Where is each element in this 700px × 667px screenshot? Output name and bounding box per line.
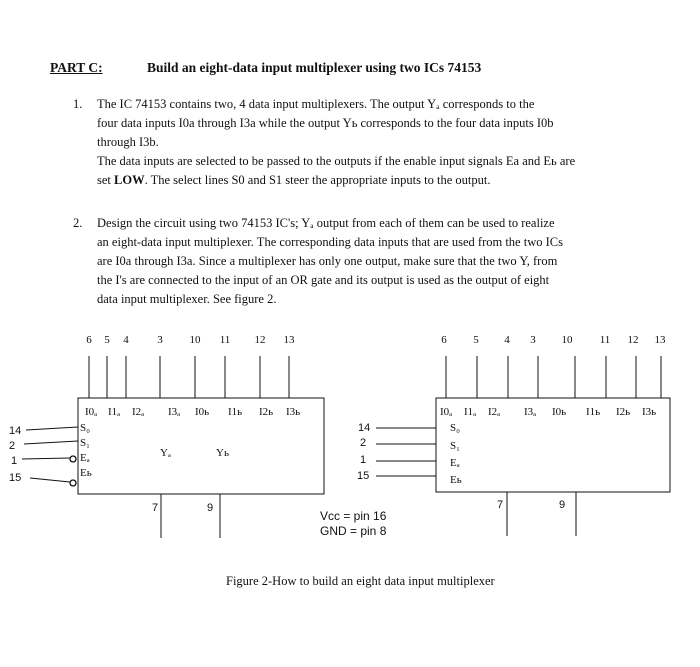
right-top-pin-10: 10	[561, 334, 573, 346]
item-1-line-3: through I3b.	[97, 135, 159, 149]
right-label-i3b: I3ь	[642, 406, 657, 418]
left-wire-s1	[24, 441, 78, 444]
item-1-line-4: The data inputs are selected to be passed to the outputs if the enable input signals Ea and Eь are	[97, 154, 576, 168]
left-label-i0b: I0ь	[195, 406, 210, 418]
item-1-low-bold: LOW	[114, 173, 145, 187]
right-label-i2b: I2ь	[616, 406, 631, 418]
left-top-pin-10: 10	[189, 334, 201, 346]
right-top-pin-12: 12	[627, 334, 639, 346]
left-label-i1a: I1ₐ	[108, 406, 121, 418]
part-label: PART C:	[50, 60, 103, 75]
left-ic	[9, 334, 324, 538]
right-side-pin-15: 15	[357, 470, 370, 482]
left-label-yb: Yь	[216, 447, 229, 459]
right-bottom-pin-9: 9	[558, 499, 566, 511]
left-bottom-pin-7: 7	[151, 502, 159, 514]
right-label-i1b: I1ь	[586, 406, 601, 418]
item-2-number: 2.	[73, 216, 83, 230]
left-ea-bubble	[70, 456, 76, 462]
gnd-note: GND = pin 8	[320, 524, 387, 538]
right-side-pin-14: 14	[358, 422, 371, 434]
item-1-line-1: The IC 74153 contains two, 4 data input multiplexers. The output Yₐ corresponds to the	[97, 97, 535, 111]
item-2-line-5: data input multiplexer. See figure 2.	[97, 292, 277, 306]
right-label-s0: S₀	[450, 422, 460, 434]
left-label-i0a: I0ₐ	[85, 406, 98, 418]
left-top-pin-5: 5	[104, 334, 110, 346]
left-wire-eb	[30, 478, 70, 482]
left-side-pin-14: 14	[9, 425, 22, 437]
right-side-pin-2: 2	[360, 437, 367, 449]
right-ic	[357, 334, 670, 536]
left-label-i2b: I2ь	[259, 406, 274, 418]
left-eb-bubble	[70, 480, 76, 486]
left-top-pin-4: 4	[123, 334, 129, 346]
left-side-pin-15: 15	[9, 472, 22, 484]
left-top-pin-13: 13	[283, 334, 295, 346]
left-label-eb: Eь	[80, 467, 92, 479]
left-label-ea: Eₐ	[80, 452, 90, 464]
left-label-s0: S₀	[80, 422, 90, 434]
left-label-i2a: I2ₐ	[132, 406, 145, 418]
right-label-i2a: I2ₐ	[488, 406, 501, 418]
right-label-ea: Eₐ	[450, 457, 460, 469]
right-top-pin-5: 5	[473, 334, 479, 346]
item-2-line-2: an eight-data input multiplexer. The corresponding data inputs that are used from the two ICs	[97, 235, 563, 249]
right-label-s1: S₁	[450, 440, 460, 452]
vcc-note: Vcc = pin 16	[320, 509, 387, 523]
part-title: Build an eight-data input multiplexer using two ICs 74153	[147, 60, 482, 75]
item-2-line-3: are I0a through I3a. Since a multiplexer has only one output, make sure that the two Y, from	[97, 254, 558, 268]
figure-caption: Figure 2-How to build an eight data input multiplexer	[226, 574, 495, 588]
right-label-eb: Eь	[450, 474, 462, 486]
left-label-ya: Yₐ	[160, 447, 171, 459]
right-label-i0a: I0ₐ	[440, 406, 453, 418]
right-top-pin-4: 4	[504, 334, 510, 346]
left-label-i1b: I1ь	[228, 406, 243, 418]
left-bottom-pin-9: 9	[206, 502, 214, 514]
left-label-i3b: I3ь	[286, 406, 301, 418]
item-2-line-4: the I's are connected to the input of an OR gate and its output is used as the output of eight	[97, 273, 550, 287]
right-side-pin-1: 1	[360, 454, 367, 466]
left-wire-ea	[22, 458, 70, 459]
right-top-pin-11: 11	[599, 334, 611, 346]
right-label-i1a: I1ₐ	[464, 406, 477, 418]
right-top-pin-6: 6	[441, 334, 447, 346]
left-top-pin-11: 11	[219, 334, 231, 346]
left-side-pin-2: 2	[9, 440, 16, 452]
left-side-pin-1: 1	[11, 455, 18, 467]
item-2-line-1: Design the circuit using two 74153 IC's; Yₐ output from each of them can be used to realize	[97, 216, 555, 230]
left-top-pin-12: 12	[254, 334, 266, 346]
item-1-number: 1.	[73, 97, 83, 111]
left-label-i3a: I3ₐ	[168, 406, 181, 418]
item-1-line-5-end: . The select lines S0 and S1 steer the appropriate inputs to the output.	[144, 173, 491, 187]
right-label-i3a: I3ₐ	[524, 406, 537, 418]
item-1-line-5-start: set	[97, 173, 115, 187]
right-top-pin-13: 13	[654, 334, 666, 346]
left-top-pin-3: 3	[157, 334, 163, 346]
right-top-pin-3: 3	[530, 334, 536, 346]
right-bottom-pin-7: 7	[496, 499, 504, 511]
right-label-i0b: I0ь	[552, 406, 567, 418]
item-1-line-2: four data inputs I0a through I3a while the output Yь corresponds to the four data inputs I0b	[97, 116, 554, 130]
left-label-s1: S₁	[80, 437, 90, 449]
left-top-pin-6: 6	[86, 334, 92, 346]
left-wire-s0	[26, 427, 78, 430]
